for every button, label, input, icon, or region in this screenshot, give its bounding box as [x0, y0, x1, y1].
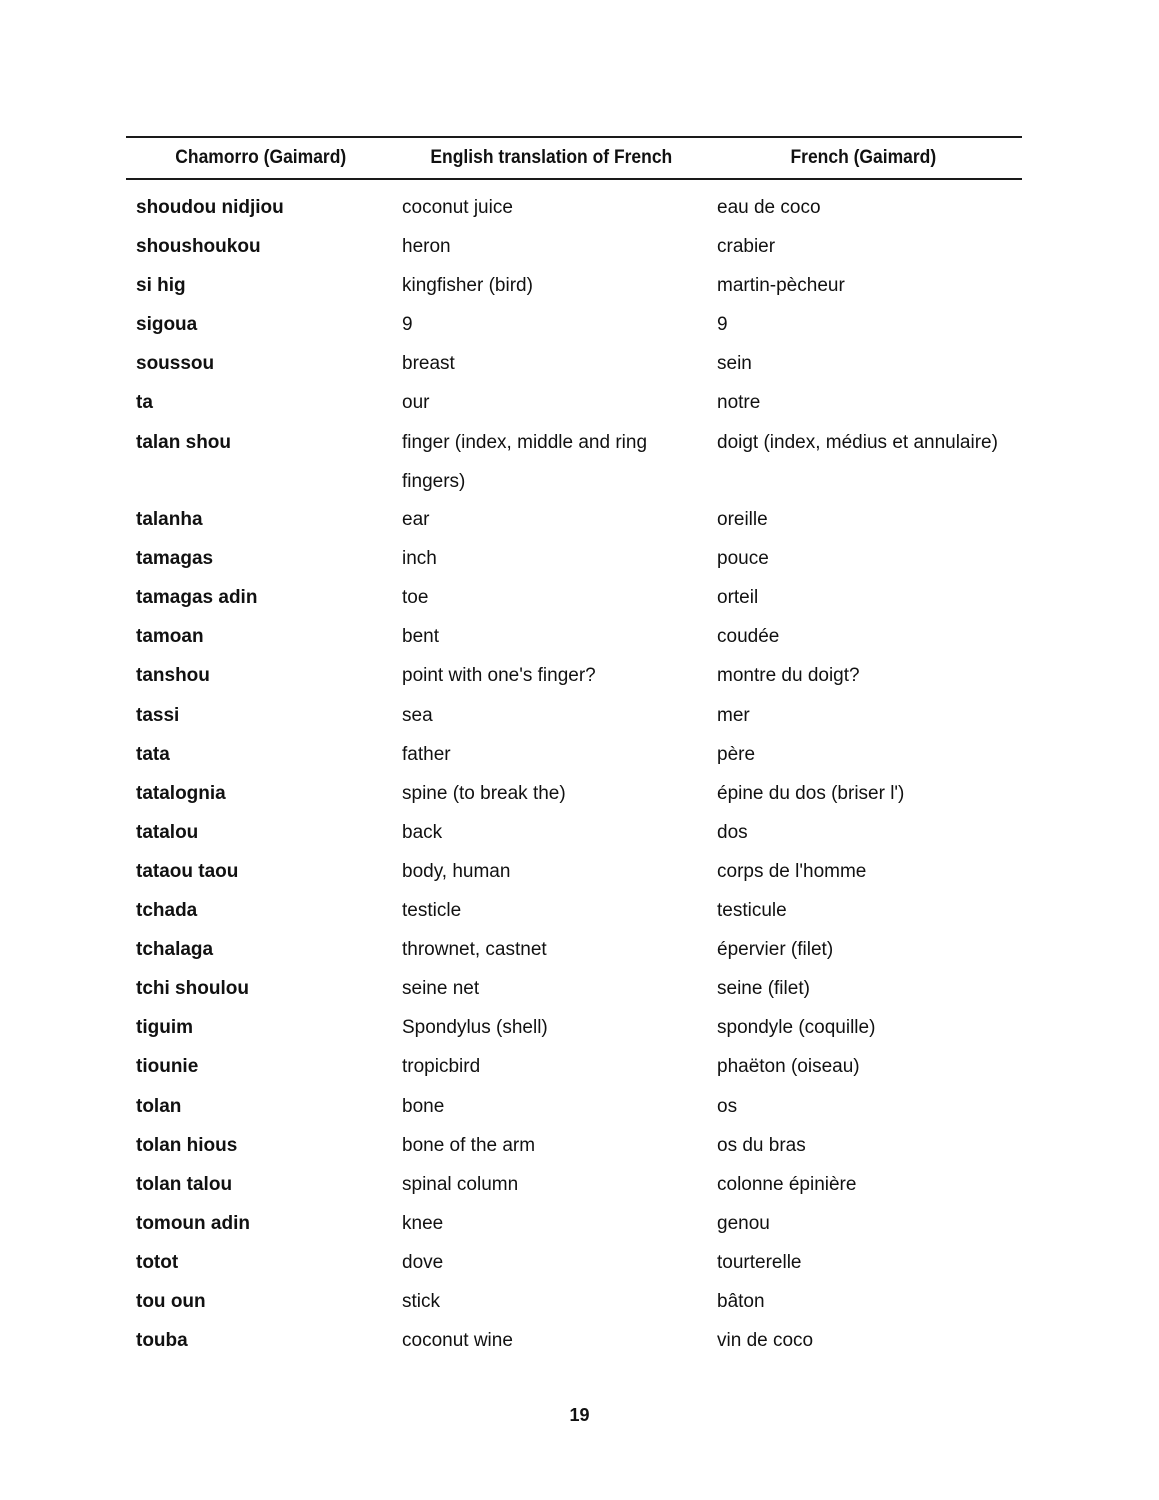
table-row [126, 1204, 1022, 1243]
table-row [126, 1126, 1022, 1165]
cell-chamorro: tatalognia [136, 782, 226, 804]
table-row [126, 852, 1022, 891]
cell-english: kingfisher (bird) [402, 274, 533, 296]
cell-chamorro: ta [136, 392, 153, 414]
table-row [126, 696, 1022, 735]
cell-english: tropicbird [402, 1056, 481, 1078]
cell-french: notre [717, 392, 761, 414]
cell-english: stick [402, 1290, 440, 1312]
column-header-english: English translation of French [405, 137, 696, 179]
cell-chamorro: tolan [136, 1095, 182, 1117]
cell-chamorro: tatalou [136, 821, 199, 843]
cell-english: thrownet, castnet [402, 939, 547, 961]
cell-chamorro: tolan hious [136, 1134, 238, 1156]
cell-english: finger (index, middle and ring fingers) [402, 431, 648, 492]
cell-french: oreille [717, 509, 768, 531]
cell-chamorro: sigoua [136, 313, 198, 335]
cell-english: Spondylus (shell) [402, 1017, 548, 1039]
table-row [126, 344, 1022, 383]
table-row [126, 735, 1022, 774]
cell-french: os [717, 1095, 738, 1117]
cell-french: eau de coco [717, 196, 821, 218]
table-row [126, 1165, 1022, 1204]
cell-french: coudée [717, 626, 780, 648]
cell-french: orteil [717, 587, 759, 609]
page-number: 19 [569, 1405, 590, 1425]
cell-french: os du bras [717, 1134, 806, 1156]
cell-french: doigt (index, médius et annulaire) [717, 431, 998, 453]
cell-chamorro: talan shou [136, 431, 232, 453]
cell-french: vin de coco [717, 1330, 814, 1352]
cell-english: seine net [402, 978, 480, 1000]
cell-french: épervier (filet) [717, 939, 834, 961]
table-row [126, 1282, 1022, 1321]
table-header-row [126, 137, 1022, 179]
cell-french: mer [717, 704, 750, 726]
cell-french: pouce [717, 548, 769, 570]
cell-english: inch [402, 548, 437, 570]
cell-english: our [402, 392, 430, 414]
table-row [126, 1048, 1022, 1087]
cell-english: bone of the arm [402, 1134, 536, 1156]
cell-chamorro: tamagas [136, 548, 214, 570]
cell-english: sea [402, 704, 433, 726]
cell-chamorro: totot [136, 1251, 179, 1273]
cell-chamorro: tou oun [136, 1290, 206, 1312]
cell-chamorro: tiguim [136, 1017, 193, 1039]
cell-chamorro: tamagas adin [136, 587, 258, 609]
cell-english: point with one's finger? [402, 665, 596, 687]
cell-english: bone [402, 1095, 445, 1117]
cell-english: testicle [402, 900, 462, 922]
cell-english: father [402, 743, 451, 765]
cell-chamorro: tiounie [136, 1056, 199, 1078]
table-row [126, 423, 1022, 501]
cell-french: genou [717, 1212, 770, 1234]
cell-english: coconut wine [402, 1330, 513, 1352]
table-body [126, 179, 1022, 1361]
column-header-french: French (Gaimard) [721, 137, 1010, 179]
table-row [126, 501, 1022, 540]
vocabulary-table-container [126, 136, 1022, 1361]
table-row [126, 657, 1022, 696]
cell-french: colonne épinière [717, 1173, 857, 1195]
table-row [126, 266, 1022, 305]
table-row [126, 813, 1022, 852]
cell-chamorro: si hig [136, 274, 186, 296]
table-row [126, 1087, 1022, 1126]
table-row [126, 383, 1022, 422]
cell-english: back [402, 821, 443, 843]
table-row [126, 774, 1022, 813]
cell-french: épine du dos (briser l') [717, 782, 905, 804]
cell-chamorro: soussou [136, 352, 215, 374]
cell-english: spinal column [402, 1173, 519, 1195]
cell-english: spine (to break the) [402, 782, 566, 804]
vocabulary-table [126, 136, 1022, 1361]
cell-english: breast [402, 352, 455, 374]
cell-french: montre du doigt? [717, 665, 860, 687]
cell-french: spondyle (coquille) [717, 1017, 876, 1039]
cell-french: corps de l'homme [717, 860, 867, 882]
cell-french: tourterelle [717, 1251, 802, 1273]
cell-chamorro: touba [136, 1330, 188, 1352]
cell-chamorro: tassi [136, 704, 180, 726]
cell-chamorro: tchi shoulou [136, 978, 249, 1000]
cell-chamorro: tolan talou [136, 1173, 233, 1195]
cell-french: bâton [717, 1290, 765, 1312]
cell-french: seine (filet) [717, 978, 810, 1000]
cell-english: body, human [402, 860, 511, 882]
table-row [126, 227, 1022, 266]
table-row [126, 892, 1022, 931]
table-row [126, 540, 1022, 579]
table-row [126, 618, 1022, 657]
cell-french: crabier [717, 235, 776, 257]
cell-french: 9 [717, 313, 728, 335]
table-row [126, 579, 1022, 618]
cell-chamorro: tataou taou [136, 860, 239, 882]
table-row [126, 1009, 1022, 1048]
table-row [126, 931, 1022, 970]
cell-french: sein [717, 352, 752, 374]
column-header-chamorro: Chamorro (Gaimard) [137, 137, 382, 179]
cell-english: toe [402, 587, 429, 609]
cell-english: ear [402, 509, 430, 531]
table-row [126, 970, 1022, 1009]
cell-french: phaëton (oiseau) [717, 1056, 860, 1078]
cell-french: testicule [717, 900, 787, 922]
cell-french: martin-pècheur [717, 274, 845, 296]
cell-chamorro: talanha [136, 509, 203, 531]
cell-english: coconut juice [402, 196, 513, 218]
table-row [126, 305, 1022, 344]
cell-chamorro: shoudou nidjiou [136, 196, 284, 218]
cell-english: knee [402, 1212, 444, 1234]
cell-chamorro: tanshou [136, 665, 210, 687]
cell-chamorro: tamoan [136, 626, 204, 648]
cell-chamorro: tomoun adin [136, 1212, 250, 1234]
cell-french: père [717, 743, 756, 765]
table-row [126, 179, 1022, 227]
cell-chamorro: tchalaga [136, 939, 214, 961]
cell-chamorro: shoushoukou [136, 235, 261, 257]
cell-english: heron [402, 235, 451, 257]
table-row [126, 1322, 1022, 1361]
cell-english: bent [402, 626, 439, 648]
cell-english: 9 [402, 313, 413, 335]
cell-english: dove [402, 1251, 444, 1273]
cell-chamorro: tata [136, 743, 170, 765]
cell-chamorro: tchada [136, 900, 198, 922]
cell-french: dos [717, 821, 748, 843]
table-row [126, 1243, 1022, 1282]
